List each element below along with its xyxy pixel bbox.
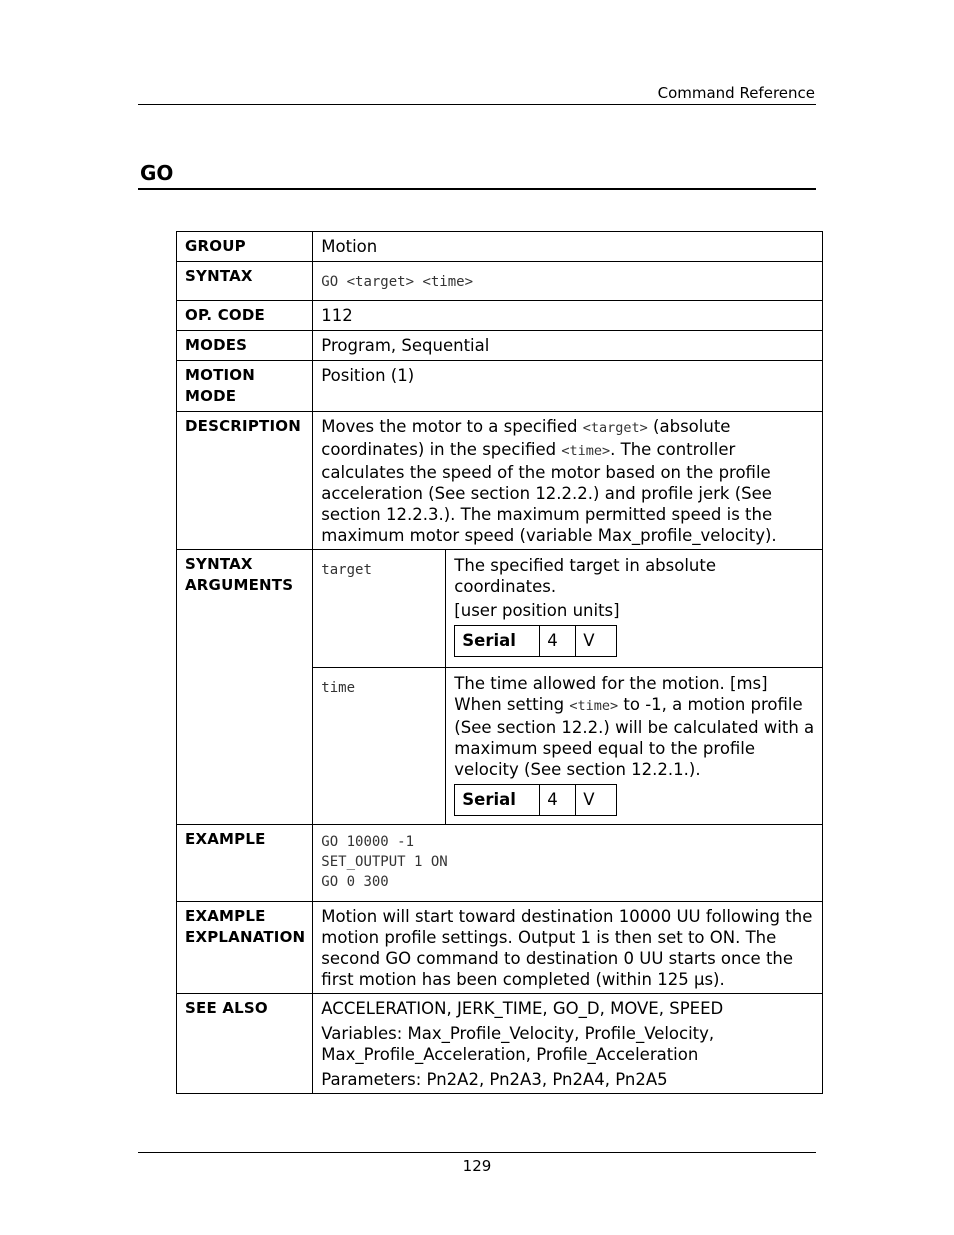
command-reference-table — [176, 231, 823, 1094]
label-modes: MODES — [177, 331, 313, 361]
page-number: 129 — [462, 1157, 492, 1175]
argument-desc-target: The specified target in absolute coordinates. — [454, 556, 717, 596]
title-rule — [138, 188, 816, 190]
argument-desc-time-2b: to -1, a motion profile (See section 12.2.) will be calculated with a maximum speed equal to the profile velocity (See section 12.2.1.). — [454, 694, 815, 779]
see-also-variables: Variables: Max_Profile_Velocity, Profile_Velocity, Max_Profile_Acceleration, Profile_Acceleration — [321, 1023, 715, 1064]
row-description — [177, 412, 823, 550]
serial-label: Serial — [455, 784, 540, 815]
serial-size: 4 — [540, 626, 576, 657]
running-header: Command Reference — [657, 84, 815, 102]
argument-name-time: time — [321, 679, 356, 696]
row-example — [177, 824, 823, 901]
value-group: Motion — [313, 232, 823, 262]
example-line-2: SET_OUTPUT 1 ON — [321, 853, 448, 870]
label-opcode: OP. CODE — [177, 301, 313, 331]
serial-size: 4 — [540, 784, 576, 815]
label-syntax-2: SYNTAX — [185, 555, 253, 573]
argument-units-target: [user position units] — [454, 601, 620, 620]
row-syntax-arguments — [177, 550, 823, 825]
serial-label: Serial — [455, 626, 540, 657]
header-rule — [138, 104, 816, 105]
row-motion-mode — [177, 361, 823, 412]
row-see-also — [177, 993, 823, 1093]
value-example-explanation: Motion will start toward destination 10000 UU following the motion profile settings. Output 1 is then set to ON. The second GO command to destination 0 UU starts once the first motion has been completed (within 125 µs). — [313, 901, 823, 993]
label-see-also: SEE ALSO — [177, 993, 313, 1093]
description-text-2: (absolute coordinates) in the specified — [321, 417, 731, 459]
argument-row-target — [313, 550, 822, 667]
serial-access: V — [576, 784, 617, 815]
description-code-target: <target> — [582, 420, 648, 436]
label-group: GROUP — [177, 232, 313, 262]
label-explanation: EXPLANATION — [185, 927, 306, 946]
label-description: DESCRIPTION — [177, 412, 313, 550]
value-motion-mode: Position (1) — [313, 361, 823, 412]
label-example-2: EXAMPLE — [185, 906, 266, 925]
row-group — [177, 232, 823, 262]
description-text-3: . The controller calculates the speed of the motor based on the profile acceleration (See section 12.2.2.) and profile jerk (See section 12.2.3.). The maximum permitted speed is the maximum motor speed (variable Max_profile_velocity). — [321, 440, 777, 545]
see-also-commands: ACCELERATION, JERK_TIME, GO_D, MOVE, SPEED — [321, 998, 724, 1018]
see-also-parameters: Parameters: Pn2A2, Pn2A3, Pn2A4, Pn2A5 — [321, 1069, 668, 1089]
argument-desc-time-1: The time allowed for the motion. [ms] — [454, 673, 768, 693]
row-modes — [177, 331, 823, 361]
label-motion: MOTION — [185, 366, 255, 384]
value-modes: Program, Sequential — [313, 331, 823, 361]
argument-row-time — [313, 667, 822, 824]
label-syntax: SYNTAX — [177, 262, 313, 301]
arguments-table — [313, 550, 822, 824]
label-mode: MODE — [185, 387, 237, 405]
label-arguments: ARGUMENTS — [185, 576, 294, 594]
row-syntax — [177, 262, 823, 301]
footer-rule — [138, 1152, 816, 1153]
row-opcode — [177, 301, 823, 331]
argument-desc-time-code: <time> — [569, 697, 619, 714]
description-text-1: Moves the motor to a specified — [321, 417, 583, 436]
label-example: EXAMPLE — [177, 824, 313, 901]
row-example-explanation — [177, 901, 823, 993]
page-title: GO — [140, 161, 174, 185]
value-opcode: 112 — [313, 301, 823, 331]
serial-table-time — [454, 784, 617, 816]
value-description — [313, 412, 823, 550]
serial-table-target — [454, 625, 617, 657]
example-line-1: GO 10000 -1 — [321, 833, 415, 850]
description-code-time: <time> — [561, 443, 611, 459]
serial-access: V — [576, 626, 617, 657]
argument-name-target: target — [321, 562, 372, 578]
example-line-3: GO 0 300 — [321, 873, 389, 890]
argument-desc-time-2a: When setting — [454, 694, 570, 714]
value-syntax: GO <target> <time> — [321, 274, 474, 290]
